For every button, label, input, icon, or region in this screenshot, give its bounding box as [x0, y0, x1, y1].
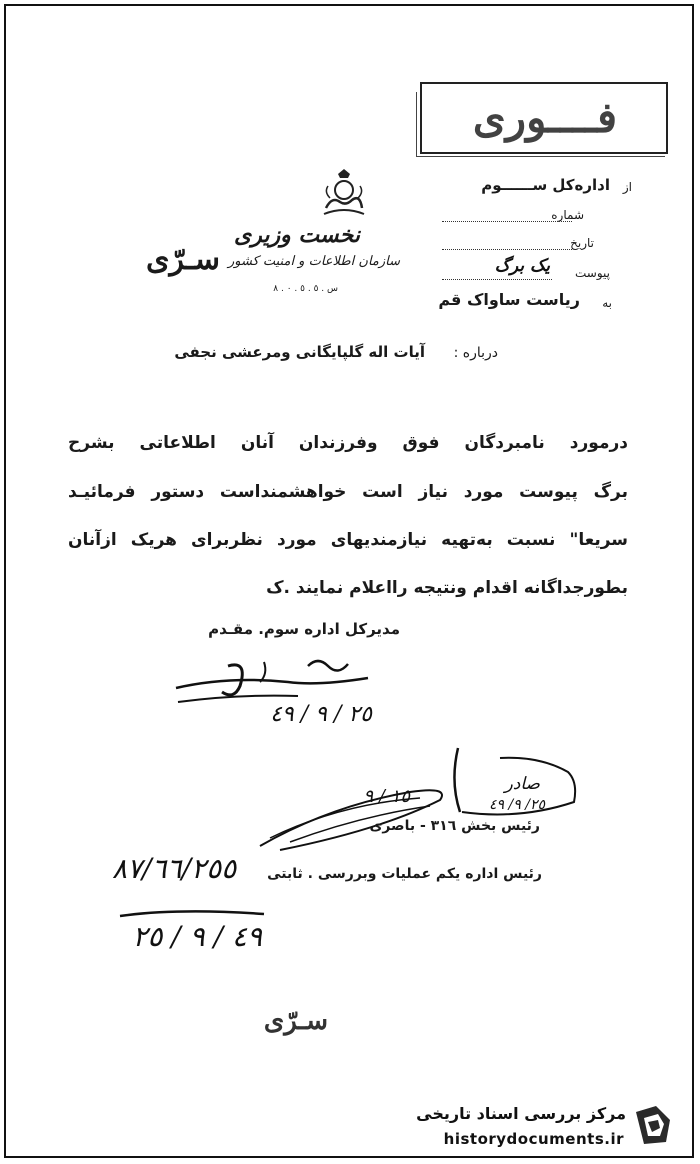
attachment-label: پیوست [575, 266, 610, 280]
to-label: به [602, 296, 612, 310]
date-label: تاریخ [570, 236, 594, 250]
subject-label: درباره : [453, 345, 498, 361]
number-label: شماره [551, 208, 584, 222]
body-line-2: برگ پیوست مورد نیاز است خواهشمنداست دستور فرمائیـد [68, 482, 628, 502]
bottom-handwritten-date: ٤٩ / ٩ / ٢٥ [132, 920, 262, 953]
footer-org-name: مرکز بررسی اسناد تاریخی [416, 1104, 626, 1123]
letterhead-ministry: نخست وزیری [234, 222, 360, 248]
lion-and-sun-emblem-icon [318, 168, 370, 218]
received-stamp: صادر [504, 774, 540, 794]
body-line-4: بطورجداگانه اقدام ونتیجه رااعلام نمایند .ک [266, 578, 628, 598]
operations-chief-line: رئیس اداره یکم عملیات وبررسی . ثابتی [267, 866, 542, 882]
handwritten-date-2: ١٥ / ٩ [363, 786, 410, 807]
from-label: از [622, 180, 632, 194]
body-line-3: سریعا" نسبت به‌تهیه نیازمندیهای مورد نظربرای هریک ازآنان [68, 530, 628, 550]
secret-seal-top: سـرّی [146, 242, 220, 277]
section-chief-line: رئیس بخش ٣١٦ - باصری [369, 818, 540, 834]
handwritten-date-1: ٢٥ / ٩ / ٤٩ [270, 702, 372, 727]
to-value: ریاست ساواک قم [438, 290, 580, 309]
urgent-stamp: فــــوری [472, 93, 618, 142]
attachment-field-line [442, 278, 552, 280]
subject-text: آیات اله گلپایگانی ومرعشی نجفی [174, 343, 425, 361]
letterhead-organization: سازمان اطلاعات و امنیت کشور [227, 254, 400, 269]
archive-logo-icon [630, 1102, 676, 1148]
received-date: ٢٥/ ٩/ ٤٩ [489, 797, 545, 813]
attachment-value: یک برگ [494, 256, 550, 276]
date-field-line [442, 248, 572, 250]
signatory-title: مدیرکل اداره سوم. مقـدم [208, 620, 400, 638]
secret-seal-bottom: سـرّی [263, 1006, 328, 1036]
from-value: اداره‌کل ســــــوم [481, 176, 610, 194]
letterhead-reference: س . ٥ . ٥ . ٠ . ٨ [273, 284, 338, 294]
body-line-1: درمورد نامبردگان فوق وفرزندان آنان اطلاعاتی بشرح [68, 433, 628, 453]
operations-handwritten-number: ٨٧/٦٦/٢٥٥ [112, 852, 237, 885]
footer-url: historydocuments.ir [443, 1130, 624, 1148]
number-field-line [442, 220, 572, 222]
